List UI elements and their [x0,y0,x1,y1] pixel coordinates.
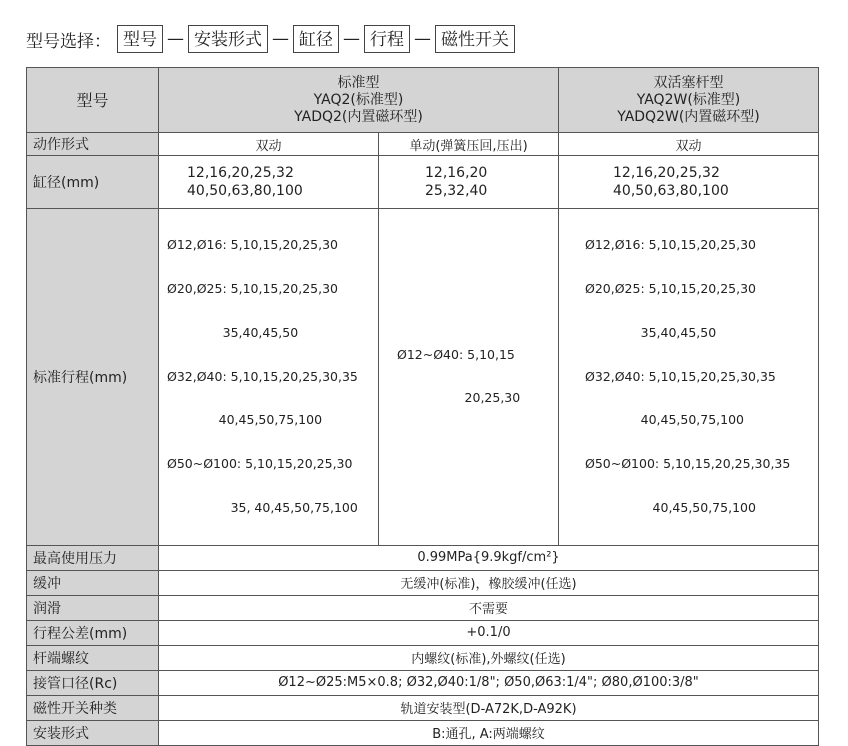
header-standard-line: YAQ2(标准型) [313,91,404,108]
header-double-rod-line: YAQ2W(标准型) [636,91,741,108]
bore-standard-double [159,156,379,209]
stroke-line: Ø20,Ø25: 5,10,15,20,25,30 [585,280,756,296]
stroke-line: 20,25,30 [397,390,521,406]
selector-box-bore: 缸径 [293,25,339,53]
rod-thread-value: 内螺纹(标准),外螺纹(任选) [159,645,819,670]
bore-line: 12,16,20,25,32 [187,165,294,181]
row-label-port-size: 接管口径(Rc) [27,670,159,695]
header-model-label: 型号 [27,68,159,133]
row-label-mounting: 安装形式 [27,720,159,745]
selector-prefix: 型号选择： [26,31,111,52]
stroke-line: Ø50~Ø100: 5,10,15,20,25,30,35 [585,456,791,472]
action-standard-single: 单动(弹簧压回,压出) [379,133,559,156]
stroke-line: 35, 40,45,50,75,100 [167,499,358,515]
stroke-tolerance-value: +0.1/0 [159,620,819,645]
switch-type-value: 轨道安装型(D-A72K,D-A92K) [159,695,819,720]
header-double-rod [559,68,819,133]
stroke-line: Ø50~Ø100: 5,10,15,20,25,30 [167,456,353,472]
header-double-rod-line: YADQ2W(内置磁环型) [617,108,760,125]
bore-line: 12,16,20,25,32 [613,165,720,181]
row-label-action: 动作形式 [27,133,159,156]
bore-double-rod [559,156,819,209]
max-pressure-value: 0.99MPa{9.9kgf/cm²} [159,545,819,570]
row-label-max-pressure: 最高使用压力 [27,545,159,570]
stroke-line: Ø12,Ø16: 5,10,15,20,25,30 [167,237,338,253]
row-label-stroke-tolerance: 行程公差(mm) [27,620,159,645]
stroke-double-rod [559,209,819,546]
bore-standard-single [379,156,559,209]
port-size-value: Ø12~Ø25:M5×0.8; Ø32,Ø40:1/8"; Ø50,Ø63:1/4"; Ø80,Ø100:3/8" [159,670,819,695]
bore-line: 25,32,40 [425,183,488,199]
stroke-line: 40,45,50,75,100 [585,412,745,428]
stroke-line: Ø12~Ø40: 5,10,15 [397,346,515,362]
stroke-line: 35,40,45,50 [585,324,717,340]
row-label-lubrication: 润滑 [27,595,159,620]
row-label-stroke: 标准行程(mm) [27,209,159,546]
row-label-bore: 缸径(mm) [27,156,159,209]
lubrication-value: 不需要 [159,595,819,620]
stroke-line: 40,45,50,75,100 [167,412,323,428]
stroke-line: Ø20,Ø25: 5,10,15,20,25,30 [167,280,338,296]
model-selector [26,24,515,54]
selector-separator: — [167,29,184,49]
stroke-standard-single [379,209,559,546]
selector-box-mounting: 安装形式 [188,25,268,53]
selector-separator: — [414,29,431,49]
stroke-line: 40,45,50,75,100 [585,499,756,515]
stroke-standard-double [159,209,379,546]
selector-box-stroke: 行程 [364,25,410,53]
action-standard-double: 双动 [159,133,379,156]
cushion-value: 无缓冲(标准)，橡胶缓冲(任选) [159,570,819,595]
bore-line: 40,50,63,80,100 [613,183,729,199]
header-standard-line: 标准型 [337,74,380,91]
stroke-line: Ø32,Ø40: 5,10,15,20,25,30,35 [167,368,358,384]
row-label-rod-thread: 杆端螺纹 [27,645,159,670]
selector-separator: — [272,29,289,49]
row-label-switch-type: 磁性开关种类 [27,695,159,720]
stroke-line: Ø12,Ø16: 5,10,15,20,25,30 [585,237,756,253]
header-standard-line: YADQ2(内置磁环型) [294,108,423,125]
selector-separator: — [343,29,360,49]
header-double-rod-line: 双活塞杆型 [653,74,724,91]
stroke-line: 35,40,45,50 [167,324,299,340]
action-double-rod: 双动 [559,133,819,156]
row-label-cushion: 缓冲 [27,570,159,595]
bore-line: 40,50,63,80,100 [187,183,303,199]
stroke-line: Ø32,Ø40: 5,10,15,20,25,30,35 [585,368,776,384]
spec-table [26,67,819,746]
selector-box-switch: 磁性开关 [435,25,515,53]
header-standard [159,68,559,133]
bore-line: 12,16,20 [425,165,488,181]
selector-box-model: 型号 [117,25,163,53]
mounting-value: B:通孔, A:两端螺纹 [159,720,819,745]
